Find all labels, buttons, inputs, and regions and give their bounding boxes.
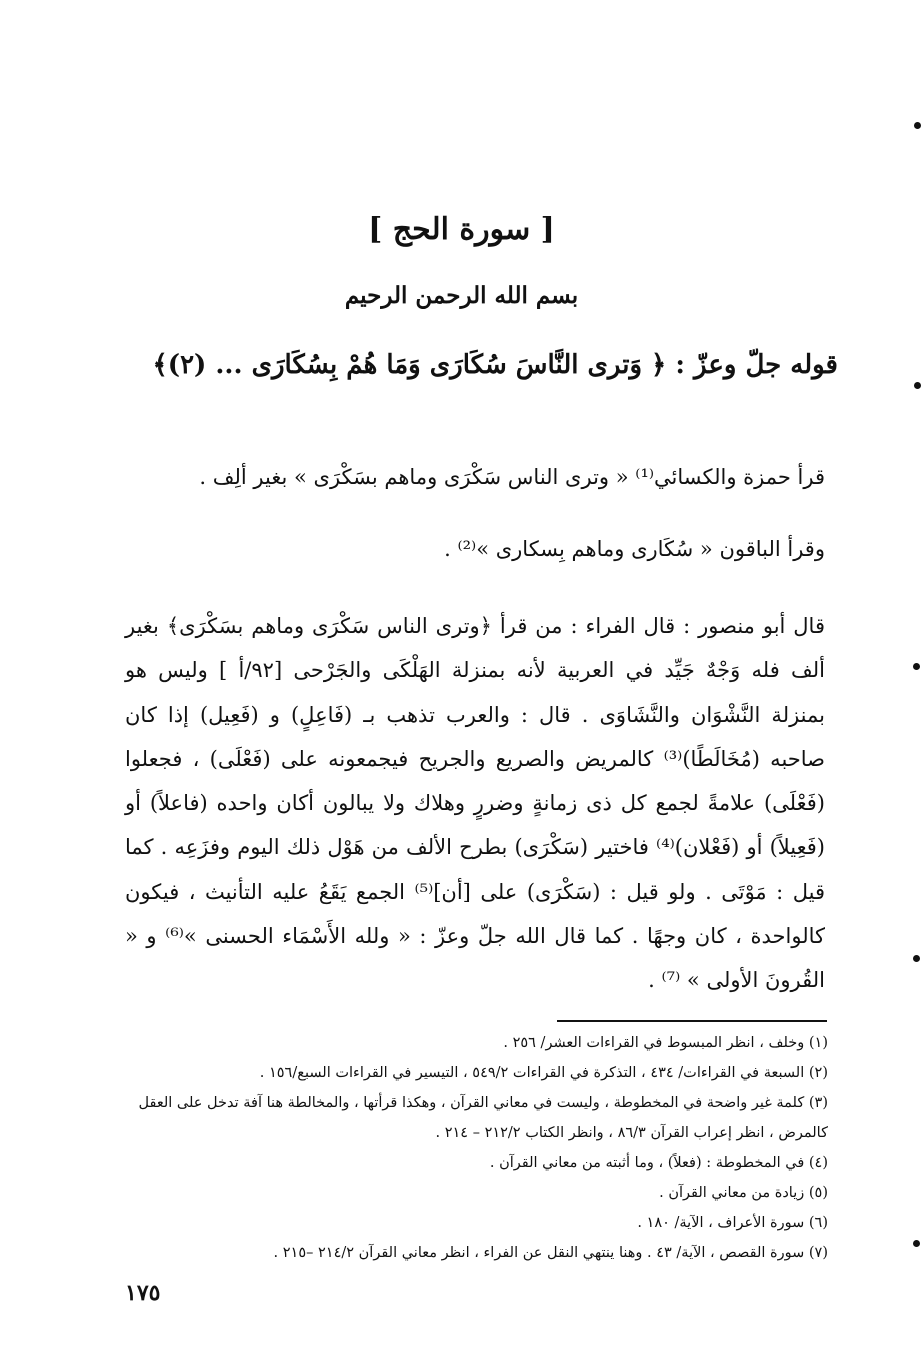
scan-mark (913, 1240, 920, 1247)
footnote-3: (٣) كلمة غير واضحة في المخطوطة ، وليست في معاني القرآن ، وهكذا قرأتها ، والمخالطة هنا آفة تدخل على العقل كالمرض ، انظر إعراب القرآن ٨٦/٣ ، وانظر الكتاب ٢١٢/٢ – ٢١٤ . (138, 1095, 828, 1141)
page-number: ١٧٥ (125, 1280, 161, 1306)
footnote-1: (١) وخلف ، انظر المبسوط في القراءات العشر/ ٢٥٦ . (503, 1035, 828, 1051)
paragraph-reading-others: وقرأ الباقون « سُكَارى وماهم بِسكارى »⁽²⁾ . (444, 537, 825, 561)
quran-verse: قوله جلّ وعزّ : ﴿ وَترى النَّاسَ سُكَارَى وَمَا هُمْ بِسُكَارَى ... (٢)﴾ (152, 350, 838, 380)
basmala: بسم الله الرحمن الرحيم (344, 282, 579, 309)
footnotes-list (118, 1028, 828, 1268)
footnote-6: (٦) سورة الأعراف ، الآية/ ١٨٠ . (637, 1215, 828, 1231)
scan-mark (913, 955, 920, 962)
footnote-7: (٧) سورة القصص ، الآية/ ٤٣ . وهنا ينتهي النقل عن الفراء ، انظر معاني القرآن ٢١٤/٢ –٢١٥ . (273, 1245, 828, 1261)
footnote-divider (557, 1020, 827, 1022)
footnote-2: (٢) السبعة في القراءات/ ٤٣٤ ، التذكرة في القراءات ٥٤٩/٢ ، التيسير في القراءات السبع/١٥٦ . (259, 1065, 828, 1081)
footnote-4: (٤) في المخطوطة : (فعلاً) ، وما أثبته من معاني القرآن . (489, 1155, 828, 1171)
paragraph-commentary: قال أبو منصور : قال الفراء : من قرأ ﴿وترى الناس سَكْرَى وماهم بسَكْرَى﴾ بغير ألف فله وَجْهٌ جَيِّد في العربية لأنه بمنزلة الهَلْكَى والجَرْحى [٩٢/أ ] وليس هو بمنزلة النَّشْوَان والنَّشَاوَى . قال : والعرب تذهب بـ (فَاعِلٍ) و (فَعِيل) إذا كان صاحبه (مُخَالَطًا)⁽³⁾ كالمريض والصريع والجريح فيجمعونه على (فَعْلَى) ، فجعلوا (فَعْلَى) علامةً لجمع كل ذى زمانةٍ وضررٍ وهلاك ولا يبالون أكان واحده (فاعلاً) أو (فَعِيلاً) أو (فَعْلان)⁽⁴⁾ فاختير (سَكْرَى) بطرح الألف من هَوْل ذلك اليوم وفزَعِه . كما قيل : مَوْتَى . ولو قيل : (سَكْرَى) على [أن]⁽⁵⁾ الجمع يَقَعُ عليه التأنيث ، فيكون كالواحدة ، كان وجهًا . كما قال الله جلّ وعزّ : « ولله الأَسْمَاء الحسنى »⁽⁶⁾ و « القُرونَ الأولى » ⁽⁷⁾ . (125, 614, 826, 993)
surah-title: [ سورة الحج ] (368, 212, 555, 247)
paragraph-reading-hamza: قرأ حمزة والكسائي⁽¹⁾ « وترى الناس سَكْرَى وماهم بسَكْرَى » بغير ألِف . (199, 465, 825, 489)
scan-mark (914, 122, 921, 129)
footnote-5: (٥) زيادة من معاني القرآن . (659, 1185, 828, 1201)
scan-mark (913, 663, 920, 670)
scan-mark (914, 382, 921, 389)
